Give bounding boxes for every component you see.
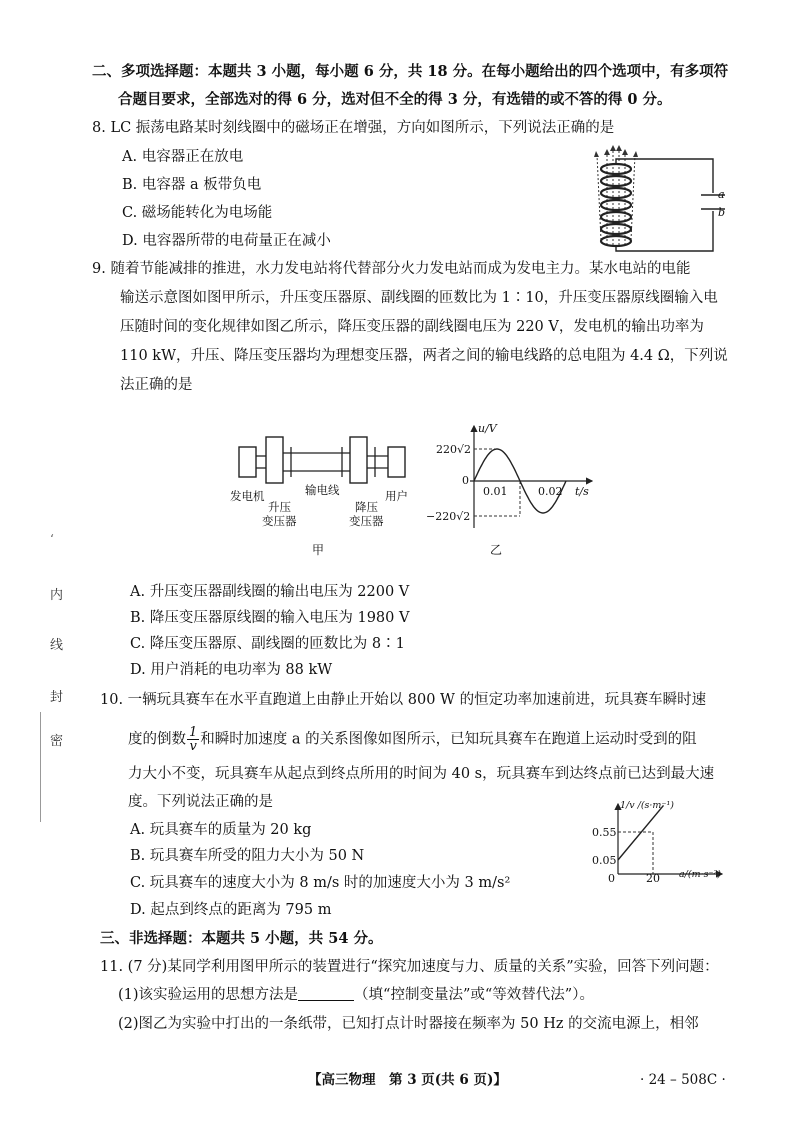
lc-circuit-diagram bbox=[585, 145, 725, 260]
q10-option-a: A. 玩具赛车的质量为 20 kg bbox=[130, 822, 312, 838]
graph-yi-ybottom: −220√2 bbox=[426, 510, 471, 523]
q10-line2 bbox=[128, 726, 697, 753]
section3-header: 三、非选择题：本题共 5 小题，共 54 分。 bbox=[100, 930, 383, 947]
frac-denominator: v bbox=[189, 739, 197, 754]
answer-blank[interactable] bbox=[298, 986, 354, 1001]
q10-option-c: C. 玩具赛车的速度大小为 8 m/s 时的加速度大小为 3 m/s² bbox=[130, 875, 511, 891]
section2-header-line2: 合题目要求，全部选对的得 6 分，选对但不全的得 3 分，有选错的或不答的得 0 分。 bbox=[118, 91, 672, 108]
q8-option-c: C. 磁场能转化为电场能 bbox=[122, 205, 273, 221]
q10-graph-y1: 0.55 bbox=[592, 826, 617, 839]
q9-line2: 输送示意图如图甲所示，升压变压器原、副线圈的匝数比为 1∶10，升压变压器原线圈输入电 bbox=[120, 290, 718, 306]
q9-line4: 110 kW，升压、降压变压器均为理想变压器，两者之间的输电线路的总电阻为 4.4 Ω，下列说 bbox=[120, 348, 728, 364]
graph-yi-origin: 0 bbox=[462, 474, 469, 487]
q11-sub1 bbox=[118, 985, 594, 1005]
q9-option-d: D. 用户消耗的电功率为 88 kW bbox=[130, 662, 333, 678]
q9-option-b: B. 降压变压器原线圈的输入电压为 1980 V bbox=[130, 610, 410, 626]
generator-label: 发电机 bbox=[230, 489, 265, 503]
q8-option-d: D. 电容器所带的电荷量正在减小 bbox=[122, 233, 331, 249]
user-label: 用户 bbox=[385, 489, 408, 503]
graph-yi-ylabel: u/V bbox=[478, 422, 497, 435]
graph-yi-xtick1: 0.01 bbox=[483, 485, 508, 498]
power-transmission-diagram bbox=[236, 435, 408, 485]
step-up-label-2: 变压器 bbox=[262, 514, 297, 528]
reciprocal-velocity-line bbox=[618, 805, 664, 860]
frac-numerator: 1 bbox=[189, 725, 198, 740]
q8-option-a: A. 电容器正在放电 bbox=[122, 149, 244, 165]
q8-stem: 8. LC 振荡电路某时刻线圈中的磁场正在增强，方向如图所示，下列说法正确的是 bbox=[92, 120, 615, 136]
q9-line3: 压随时间的变化规律如图乙所示，降压变压器的副线圈电压为 220 V，发电机的输出功率为 bbox=[120, 319, 704, 335]
step-up-label-1: 升压 bbox=[268, 500, 291, 514]
q11-sub1-pre: (1)该实验运用的思想方法是 bbox=[118, 987, 299, 1003]
q10-graph-ylabel: 1/v /(s·m⁻¹) bbox=[620, 800, 674, 811]
q10-option-b: B. 玩具赛车所受的阻力大小为 50 N bbox=[130, 848, 365, 864]
transmission-line-label: 输电线 bbox=[305, 483, 340, 497]
q8-option-b: B. 电容器 a 板带负电 bbox=[122, 177, 262, 193]
q11-stem: 11. (7 分)某同学利用图甲所示的装置进行“探究加速度与力、质量的关系”实验，回答下列问题： bbox=[100, 959, 719, 975]
section2-header-line1: 二、多项选择题：本题共 3 小题，每小题 6 分，共 18 分。在每小题给出的四个选项中，有多项符 bbox=[92, 63, 729, 80]
step-down-label-1: 降压 bbox=[355, 500, 378, 514]
graph-yi-xtick2: 0.02 bbox=[538, 485, 563, 498]
q10-line2-post: 和瞬时加速度 a 的关系图像如图所示，已知玩具赛车在跑道上运动时受到的阻 bbox=[200, 731, 697, 748]
q9-option-c: C. 降压变压器原、副线圈的匝数比为 8∶1 bbox=[130, 636, 405, 652]
q10-graph-y0: 0.05 bbox=[592, 854, 617, 867]
footer-page-info: 【高三物理 第 3 页(共 6 页)】 bbox=[308, 1072, 507, 1088]
q10-graph-x1: 20 bbox=[646, 872, 660, 885]
plate-a-label: a bbox=[718, 188, 725, 201]
q9-option-a: A. 升压变压器副线圈的输出电压为 2200 V bbox=[130, 584, 410, 600]
sidebar-char-3: 封 bbox=[50, 690, 64, 705]
graph-yi-ytop: 220√2 bbox=[436, 443, 472, 456]
plate-b-label: b bbox=[718, 206, 726, 219]
q9-line5: 法正确的是 bbox=[120, 377, 193, 393]
sidebar-mark: ‘ bbox=[50, 532, 54, 546]
q10-line4: 度。下列说法正确的是 bbox=[128, 794, 273, 810]
sidebar-char-1: 内 bbox=[50, 588, 64, 603]
sidebar-seal-line bbox=[40, 712, 41, 822]
q10-line2-pre: 度的倒数 bbox=[128, 731, 186, 748]
q11-sub1-post: （填“控制变量法”或“等效替代法”）。 bbox=[354, 987, 594, 1003]
graph-yi-xlabel: t/s bbox=[575, 485, 589, 498]
q9-line1: 9. 随着节能减排的推进，水力发电站将代替部分火力发电站而成为发电主力。某水电站的电能 bbox=[92, 261, 691, 277]
q11-sub2: (2)图乙为实验中打出的一条纸带，已知打点计时器接在频率为 50 Hz 的交流电源上，相邻 bbox=[118, 1016, 699, 1032]
reciprocal-velocity-fraction bbox=[187, 726, 199, 753]
figure-jia-caption: 甲 bbox=[312, 543, 325, 557]
sidebar-char-2: 线 bbox=[50, 638, 64, 653]
q10-graph-origin: 0 bbox=[608, 872, 615, 885]
q10-line3: 力大小不变，玩具赛车从起点到终点所用的时间为 40 s，玩具赛车到达终点前已达到最大速 bbox=[128, 766, 715, 782]
figure-yi-caption: 乙 bbox=[490, 543, 503, 557]
q10-graph-xlabel: a/(m·s⁻²) bbox=[679, 869, 722, 880]
sidebar-char-4: 密 bbox=[50, 734, 64, 749]
q10-line1: 10. 一辆玩具赛车在水平直跑道上由静止开始以 800 W 的恒定功率加速前进，玩具赛车瞬时速 bbox=[100, 692, 707, 708]
step-down-label-2: 变压器 bbox=[349, 514, 384, 528]
q10-option-d: D. 起点到终点的距离为 795 m bbox=[130, 902, 332, 918]
footer-code: · 24 – 508C · bbox=[640, 1072, 726, 1088]
